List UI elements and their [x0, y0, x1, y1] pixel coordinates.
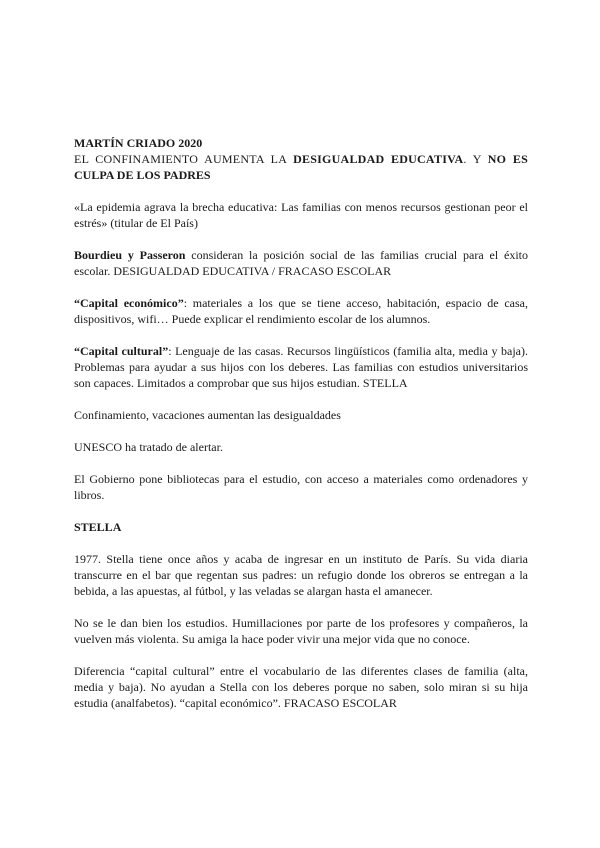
title-text-part2: . Y [463, 152, 488, 166]
paragraph-gobierno: El Gobierno pone bibliotecas para el estudio, con acceso a materiales como ordenadores y libros. [74, 472, 528, 502]
bold-capital-cultural: “Capital cultural” [74, 344, 169, 358]
author-year: MARTÍN CRIADO 2020 [74, 136, 203, 150]
document-body [74, 135, 528, 727]
paragraph-capital-economico [74, 295, 528, 327]
paragraph-capital-cultural-text: : Lenguaje de las casas. Recursos lingüísticos (familia alta, media y baja). Problemas para ayudar a sus hijos con los deberes. Las familias con estudios universitarios son capaces. Limitados a comprobar que sus hijos estudian. STELLA [74, 344, 529, 390]
paragraph-bourdieu [74, 247, 528, 279]
paragraph-confinamiento: Confinamiento, vacaciones aumentan las desigualdades [74, 408, 341, 422]
section-title-stella: STELLA [74, 520, 122, 534]
paragraph-stella-diferencia: Diferencia “capital cultural” entre el vocabulario de las diferentes clases de familia (alta, media y baja). No ayudan a Stella con los deberes porque no saben, solo miran si su hija estudia (analfabetos). “capital económico”. FRACASO ESCOLAR [74, 664, 528, 710]
document-title-line3: CULPA DE LOS PADRES [74, 168, 211, 182]
paragraph-stella-estudios: No se le dan bien los estudios. Humillaciones por parte de los profesores y compañeros, la vuelven más violenta. Su amiga la hace poder vivir una mejor vida que no conoce. [74, 616, 528, 646]
document-heading [74, 135, 528, 183]
paragraph-stella-synopsis: 1977. Stella tiene once años y acaba de ingresar en un instituto de París. Su vida diaria transcurre en el bar que regentan sus padres: un refugio donde los obreros se entregan a la bebida, a las apuestas, al fútbol, y las veladas se alargan hasta el amanecer. [74, 552, 528, 598]
paragraph-capital-cultural [74, 343, 528, 391]
paragraph-bourdieu-text: consideran la posición social de las familias crucial para el éxito escolar. DESIGUALDAD EDUCATIVA / FRACASO ESCOLAR [74, 248, 528, 278]
title-bold-part2: NO ES [487, 152, 528, 166]
bold-authors: Bourdieu y Passeron [74, 248, 186, 262]
paragraph-capital-economico-text: : materiales a los que se tiene acceso, habitación, espacio de casa, dispositivos, wifi… Puede explicar el rendimiento escolar de los alumnos. [74, 296, 528, 326]
title-text-part1: EL CONFINAMIENTO AUMENTA LA [74, 152, 294, 166]
title-bold-part1: DESIGUALDAD EDUCATIVA [293, 152, 464, 166]
paragraph-unesco: UNESCO ha tratado de alertar. [74, 440, 223, 454]
document-title-line [74, 151, 528, 167]
paragraph-headline-quote: «La epidemia agrava la brecha educativa: Las familias con menos recursos gestionan peor el estrés» (titular de El País) [74, 200, 528, 230]
bold-capital-economico: “Capital económico” [74, 296, 184, 310]
